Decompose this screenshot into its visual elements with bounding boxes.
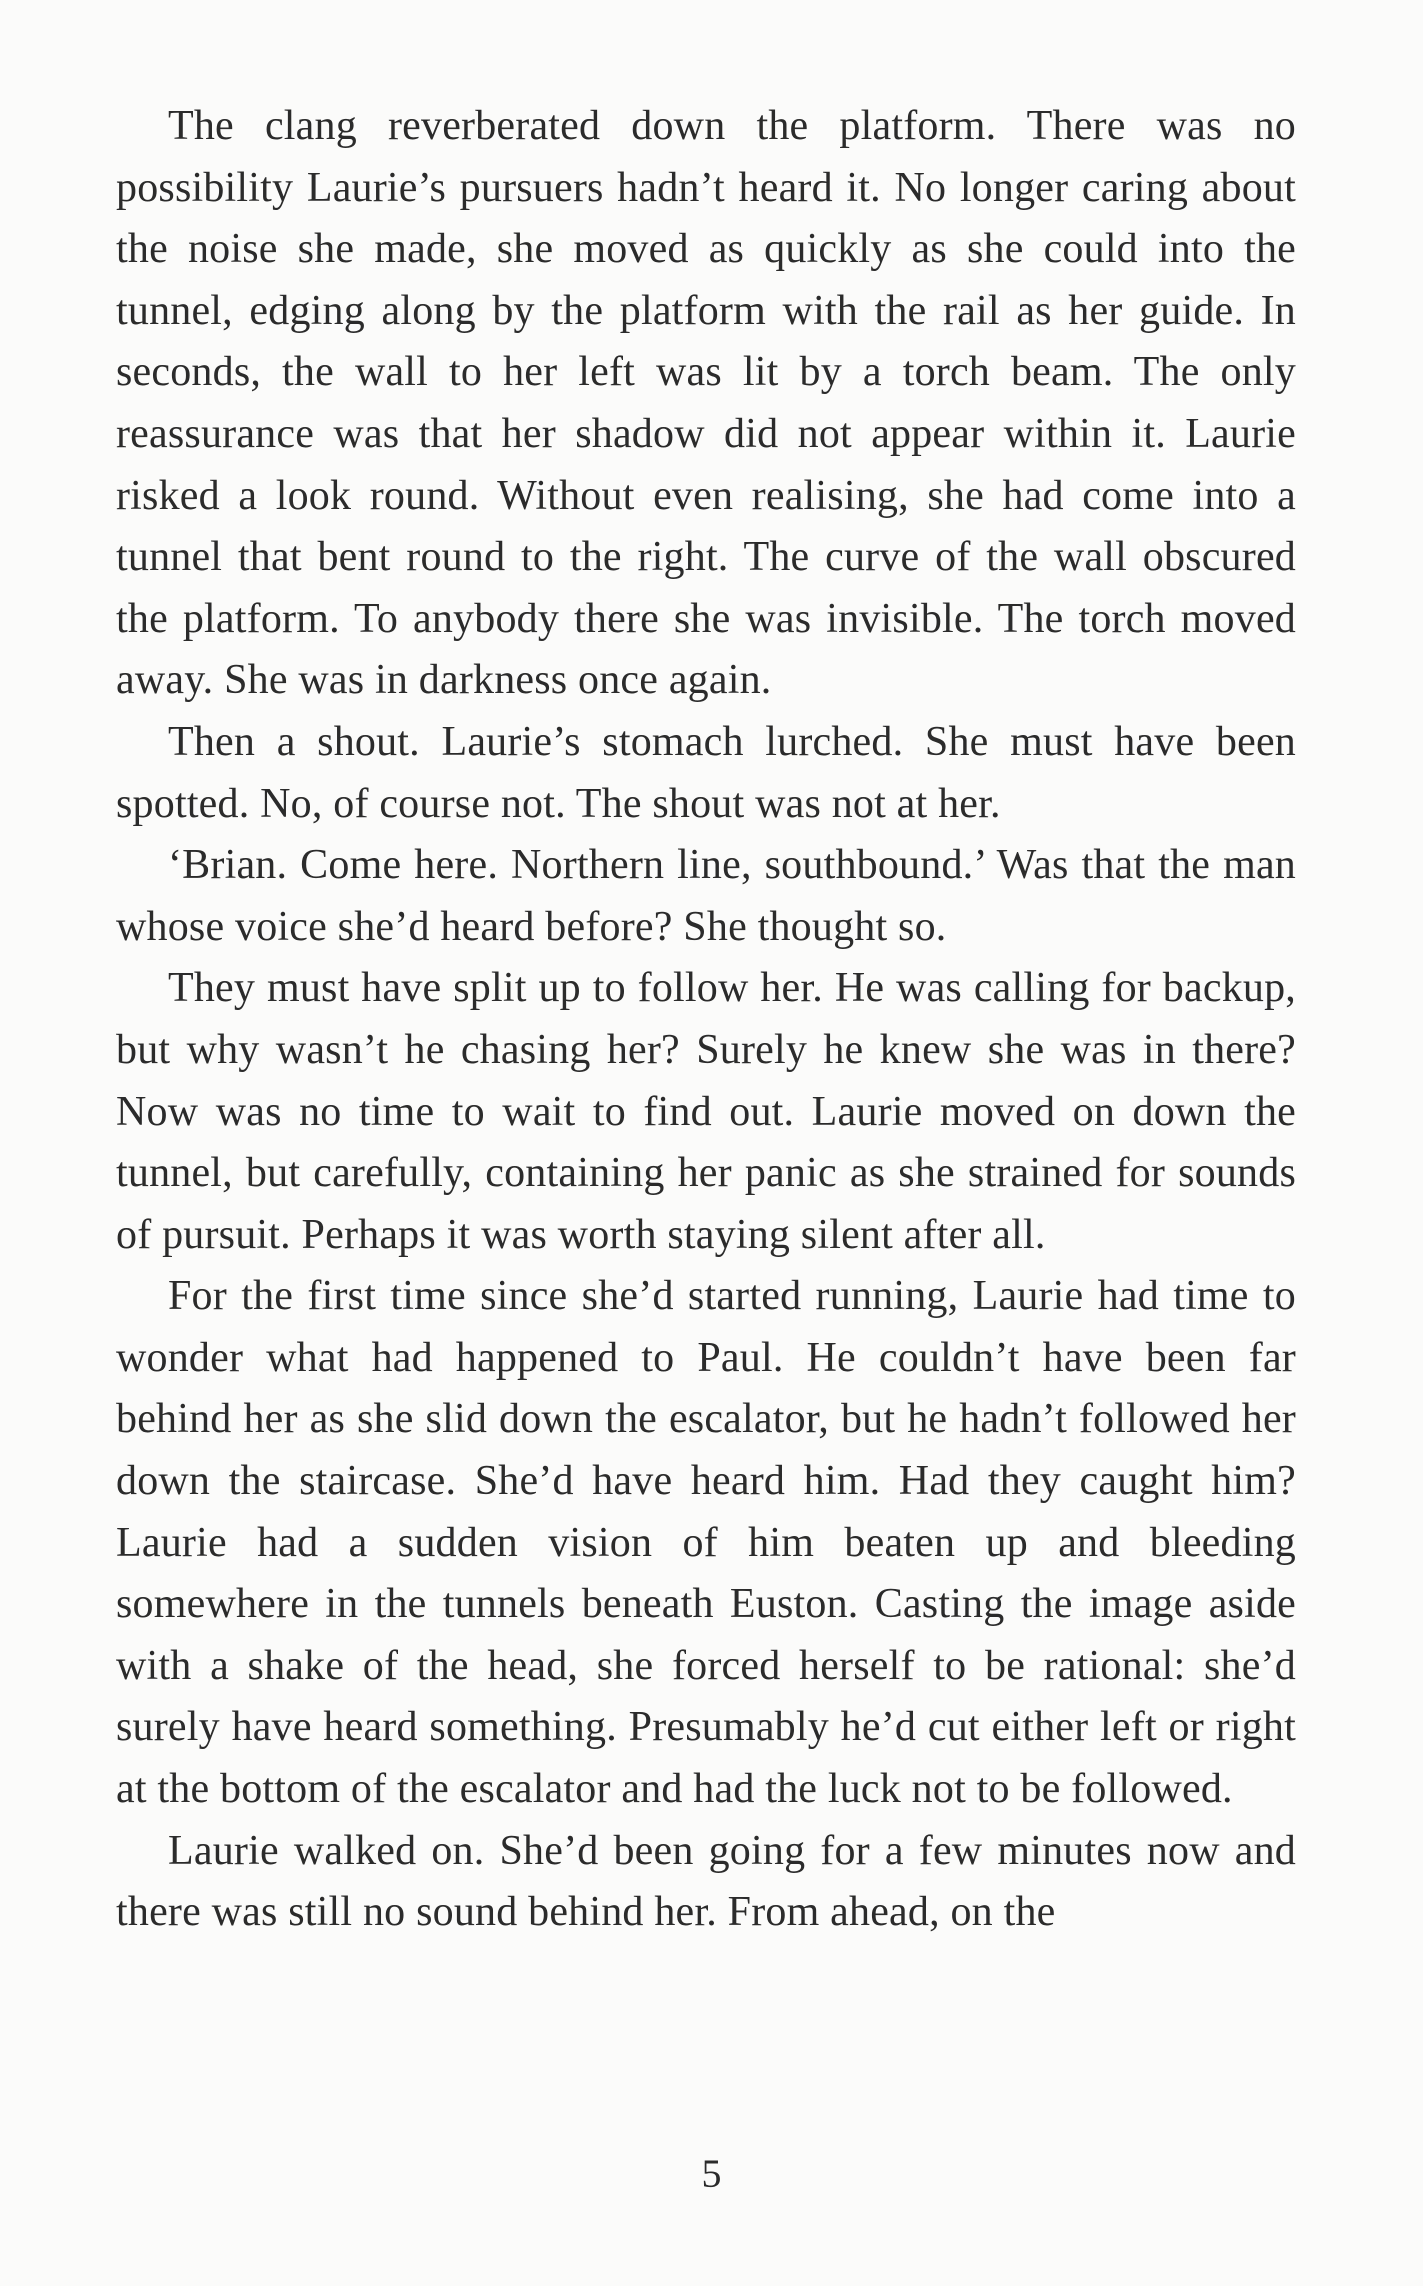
body-text <box>116 96 1296 1944</box>
paragraph-2: Then a shout. Laurie’s stomach lurched. She must have been spotted. No, of course not. The shout was not at her. <box>116 718 1296 827</box>
paragraph-1: The clang reverberated down the platform. There was no possibility Laurie’s pursuers hadn’t heard it. No longer caring about the noise she made, she moved as quickly as she could into the tunnel, edging along by the platform with the rail as her guide. In seconds, the wall to her left was lit by a torch beam. The only reassurance was that her shadow did not appear within it. Laurie risked a look round. Without even realising, she had come into a tunnel that bent round to the right. The curve of the wall obscured the platform. To anybody there she was invisible. The torch moved away. She was in darkness once again. <box>116 103 1296 704</box>
paragraph-6: Laurie walked on. She’d been going for a few minutes now and there was still no sound behind her. From ahead, on the <box>116 1827 1296 1936</box>
page-number: 5 <box>701 2151 722 2196</box>
paragraph-3: ‘Brian. Come here. Northern line, southbound.’ Was that the man whose voice she’d heard before? She thought so. <box>116 842 1296 950</box>
paragraph-4: They must have split up to follow her. He was calling for backup, but why wasn’t he chasing her? Surely he knew she was in there? Now was no time to wait to find out. Laurie moved on down the tunnel, but carefully, containing her panic as she strained for sounds of pursuit. Perhaps it was worth staying silent after all. <box>116 965 1296 1258</box>
paragraph-5: For the first time since she’d started running, Laurie had time to wonder what had happened to Paul. He couldn’t have been far behind her as she slid down the escalator, but he hadn’t followed her down the staircase. She’d have heard him. Had they caught him? Laurie had a sudden vision of him beaten up and bleeding somewhere in the tunnels beneath Euston. Casting the image aside with a shake of the head, she forced herself to be rational: she’d surely have heard something. Presumably he’d cut either left or right at the bottom of the escalator and had the luck not to be followed. <box>116 1273 1296 1813</box>
